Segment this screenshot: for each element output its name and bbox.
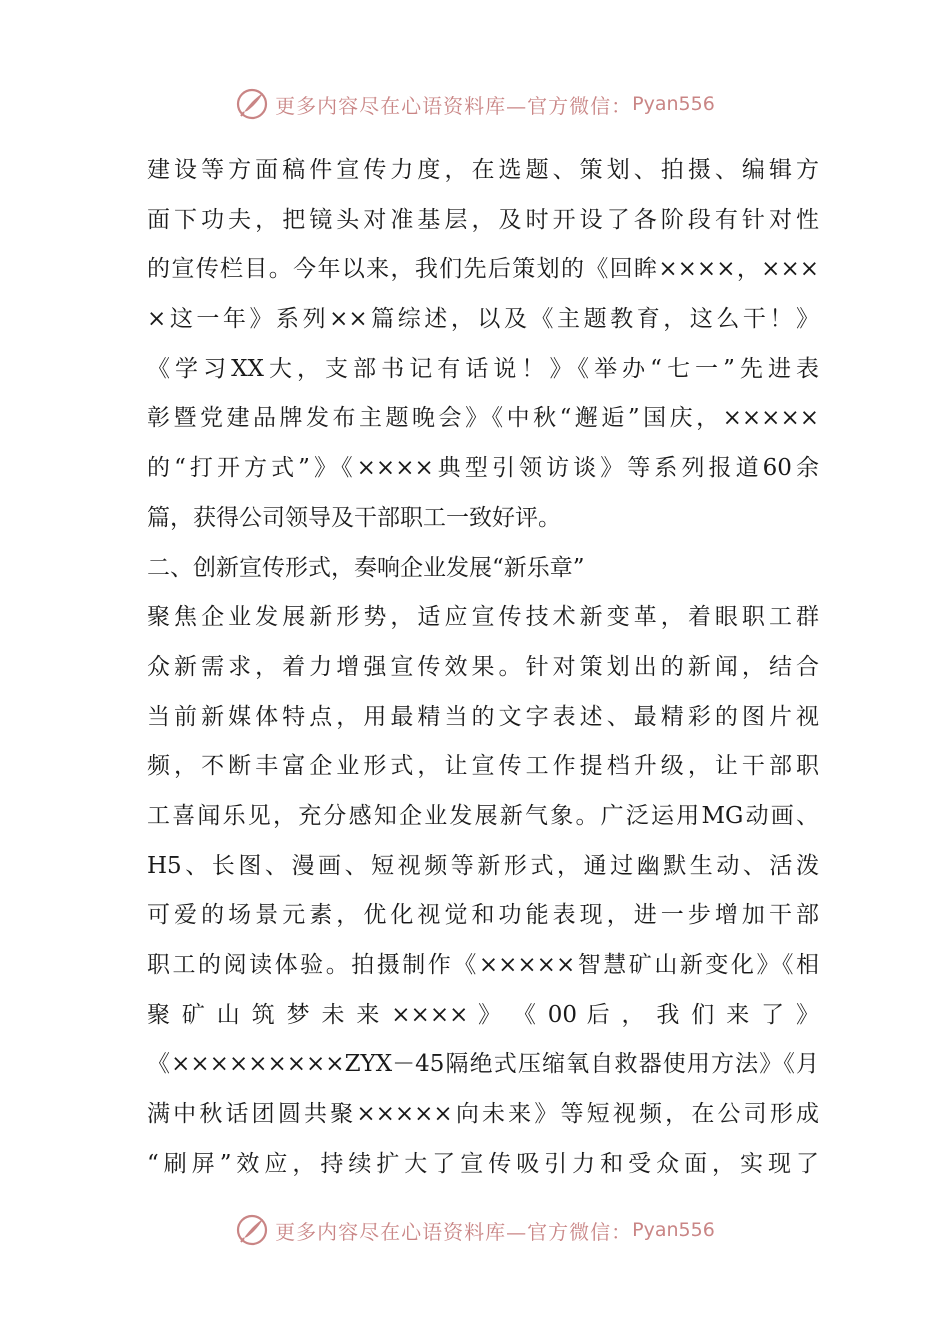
quill-logo-icon	[235, 87, 269, 121]
text-line: 满中秋话团圆共聚×××××向未来》等短视频，在公司形成	[147, 1101, 819, 1128]
text-line: ×这一年》系列××篇综述，以及《主题教育，这么干！》	[147, 306, 819, 333]
text-line: 面下功夫，把镜头对准基层，及时开设了各阶段有针对性	[147, 206, 819, 233]
text-line: 频，不断丰富企业形式，让宣传工作提档升级，让干部职	[147, 753, 819, 780]
watermark-text: 更多内容尽在心语资料库—官方微信：	[275, 1219, 633, 1244]
text-line: H5、长图、漫画、短视频等新形式，通过幽默生动、活泼	[147, 852, 819, 879]
text-line: 职工的阅读体验。拍摄制作《×××××智慧矿山新变化》《相	[147, 952, 819, 978]
text-line: 聚焦企业发展新形势，适应宣传技术新变革，着眼职工群	[147, 604, 819, 631]
watermark-text: 更多内容尽在心语资料库—官方微信：	[275, 93, 633, 118]
section-heading: 二、创新宣传形式，奏响企业发展“新乐章”	[147, 554, 585, 581]
text-line: 篇，获得公司领导及干部职工一致好评。	[147, 504, 561, 531]
text-line: 的“打开方式”》《××××典型引领访谈》等系列报道60余	[147, 455, 819, 482]
text-line: 工喜闻乐见，充分感知企业发展新气象。广泛运用MG动画、	[147, 802, 819, 829]
watermark-handle: Pyan556	[632, 93, 715, 115]
text-line: 《学习XX大，支部书记有话说！》《举办“七一”先进表	[147, 355, 819, 382]
footer-watermark	[0, 1208, 950, 1252]
text-line: 《×××××××××ZYX－45隔绝式压缩氧自救器使用方法》《月	[147, 1051, 819, 1078]
text-line: 可爱的场景元素，优化视觉和功能表现，进一步增加干部	[147, 902, 819, 929]
text-line: 众新需求，着力增强宣传效果。针对策划出的新闻，结合	[147, 653, 819, 680]
text-line: “刷屏”效应，持续扩大了宣传吸引力和受众面，实现了	[147, 1150, 819, 1177]
text-line: 聚 矿 山 筑 梦 未 来 ×××× 》 《 00 后 ， 我 们 来 了 》	[147, 1001, 819, 1028]
text-line: 建设等方面稿件宣传力度，在选题、策划、拍摄、编辑方	[147, 157, 819, 183]
text-line: 彰暨党建品牌发布主题晚会》《中秋“邂逅”国庆，×××××	[147, 405, 819, 432]
text-line: 的宣传栏目。今年以来，我们先后策划的《回眸××××，×××	[147, 256, 819, 283]
text-line: 当前新媒体特点，用最精当的文字表述、最精彩的图片视	[147, 703, 819, 730]
watermark-handle: Pyan556	[632, 1219, 715, 1241]
header-watermark	[0, 82, 950, 126]
document-body	[147, 146, 819, 1189]
quill-logo-icon	[235, 1213, 269, 1247]
